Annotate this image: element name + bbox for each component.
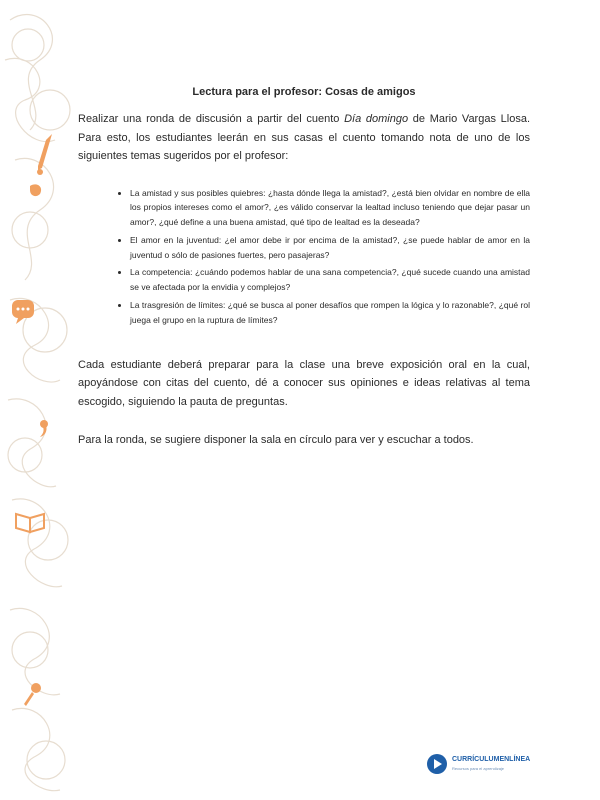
intro-text-before: Realizar una ronda de discusión a partir del cuento	[78, 113, 345, 125]
document-body	[78, 86, 530, 450]
open-book-icon	[16, 514, 44, 532]
story-title: Día domingo	[344, 113, 409, 125]
comma-icon	[40, 420, 48, 437]
intro-text-after: de Mario Vargas Llosa. Para esto, los estudiantes leerán en sus casas el cuento tomando nota de uno de los siguientes temas sugeridos por el profesor:	[78, 113, 531, 162]
intro-paragraph	[78, 110, 530, 166]
round-paragraph: Para la ronda, se sugiere disponer la sala en círculo para ver y escuchar a todos.	[78, 434, 474, 447]
list-item: • El amor en la juventud: ¿el amor debe ir por encima de la amistad?, ¿se puede hablar de amor en la juventud o sólo de pasiones fuertes, pero pasajeras?	[130, 233, 530, 263]
list-item: • La amistad y sus posibles quiebres: ¿hasta dónde llega la amistad?, ¿está bien olvidar en nombre de ella los propios intereses como el amor?, ¿es válido conservar la lealtad incluso teniendo que dejar pasar un amor?, ¿qué define a una buena amistad, qué tipo de lealtad es la deseada?	[130, 186, 530, 230]
exposition-paragraph: Cada estudiante deberá preparar para la clase una breve exposición oral en la cual, apoyándose con citas del cuento, dé a conocer sus opiniones e ideas relativas al tema escogido, siguiendo la pauta de preguntas.	[78, 358, 530, 408]
page-title: Lectura para el profesor: Cosas de amigos	[192, 86, 416, 98]
flourish-icon	[30, 184, 41, 196]
play-circle-icon	[426, 753, 448, 775]
chat-bubble-icon	[12, 300, 34, 324]
list-item: • La competencia: ¿cuándo podemos hablar de una sana competencia?, ¿qué sucede cuando una amistad se ve afectada por la envidia y complejos?	[130, 265, 530, 295]
curriculum-logo	[426, 748, 556, 782]
microphone-icon	[24, 683, 41, 706]
logo-subtitle: Recursos para el aprendizaje	[452, 766, 505, 771]
logo-text: CURRÍCULUMENLÍNEA	[452, 756, 531, 763]
swirl-pattern	[5, 15, 70, 791]
topics-list	[78, 186, 530, 328]
list-item: • La trasgresión de límites: ¿qué se busca al poner desafíos que rompen la lógica y lo razonable?, ¿qué rol juega el grupo en la ruptura de límites?	[130, 298, 530, 328]
decorative-margin	[0, 0, 90, 800]
